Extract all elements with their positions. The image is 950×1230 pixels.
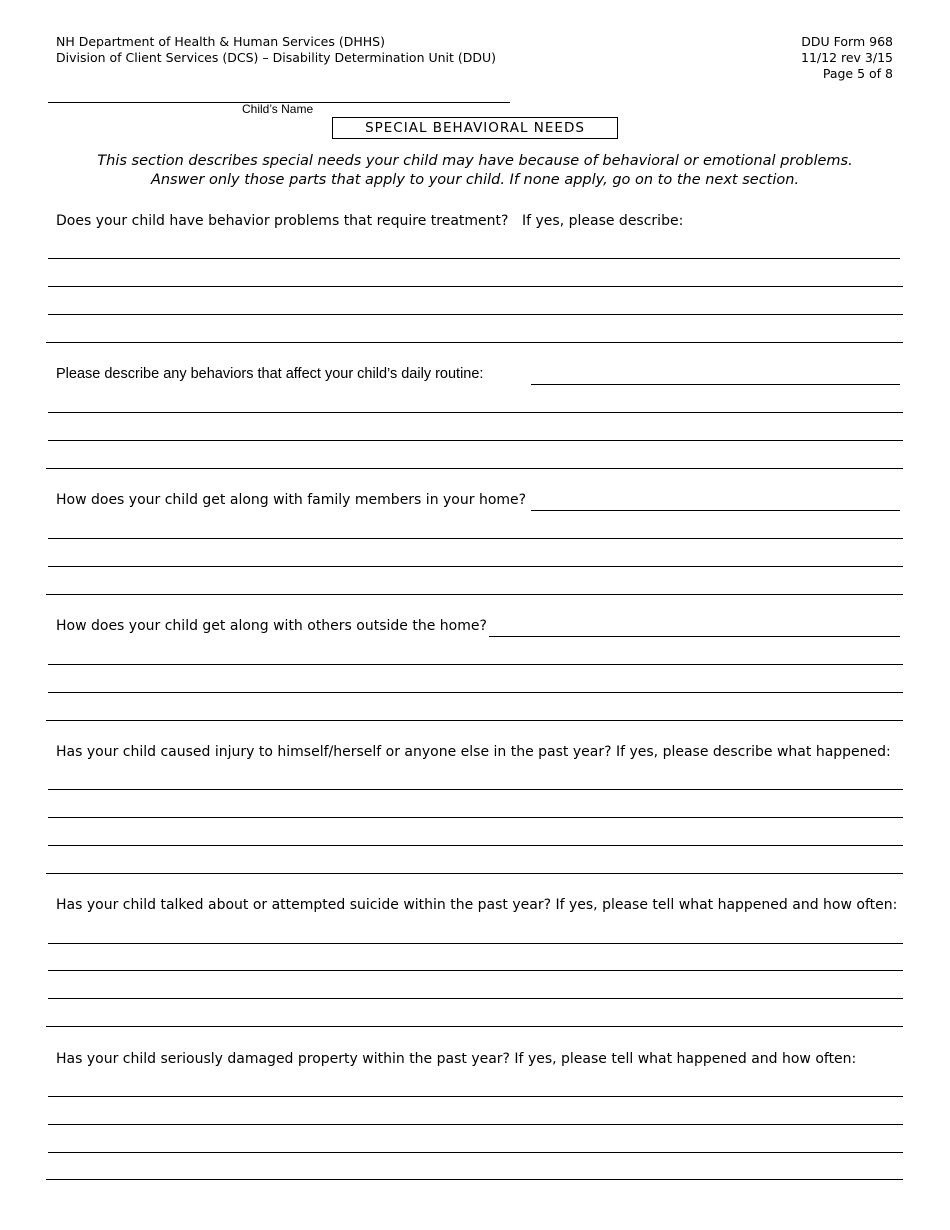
page-number: Page 5 of 8 <box>822 66 893 81</box>
section-divider <box>46 720 903 721</box>
answer-line[interactable] <box>531 510 900 511</box>
form-revision: 11/12 rev 3/15 <box>801 50 893 65</box>
answer-line[interactable] <box>48 258 900 259</box>
question-others-outside: How does your child get along with others outside the home? <box>56 618 487 634</box>
question-property-damage: Has your child seriously damaged property within the past year? If yes, please tell what happened and how often: <box>56 1051 857 1067</box>
question-behavior-describe: If yes, please describe: <box>522 213 684 229</box>
answer-line[interactable] <box>48 998 903 999</box>
answer-line[interactable] <box>48 412 903 413</box>
answer-line[interactable] <box>531 384 900 385</box>
agency-name: NH Department of Health & Human Services (DHHS) <box>56 34 385 49</box>
intro-line-2: Answer only those parts that apply to your child. If none apply, go on to the next section. <box>150 172 800 188</box>
intro-line-1: This section describes special needs your child may have because of behavioral or emotional problems. <box>97 153 853 169</box>
section-divider <box>46 342 903 343</box>
answer-line[interactable] <box>48 440 903 441</box>
answer-line[interactable] <box>48 664 903 665</box>
form-info <box>801 34 893 82</box>
answer-line[interactable] <box>48 566 903 567</box>
childs-name-label: Child’s Name <box>242 102 314 116</box>
answer-line[interactable] <box>48 538 903 539</box>
section-title: SPECIAL BEHAVIORAL NEEDS <box>332 117 618 139</box>
answer-line[interactable] <box>48 817 903 818</box>
answer-line[interactable] <box>489 636 900 637</box>
answer-line[interactable] <box>48 692 903 693</box>
agency-header <box>56 34 496 66</box>
answer-line[interactable] <box>48 1096 903 1097</box>
question-family-members: How does your child get along with family members in your home? <box>56 492 527 508</box>
answer-line[interactable] <box>48 970 903 971</box>
answer-line[interactable] <box>48 1124 903 1125</box>
answer-line[interactable] <box>48 1152 903 1153</box>
section-divider <box>46 594 903 595</box>
answer-line[interactable] <box>48 845 903 846</box>
section-divider <box>46 468 903 469</box>
form-number: DDU Form 968 <box>801 34 893 49</box>
answer-line[interactable] <box>48 286 903 287</box>
question-behavior-treatment: Does your child have behavior problems that require treatment? <box>56 213 509 229</box>
answer-line[interactable] <box>48 789 903 790</box>
answer-line[interactable] <box>48 314 903 315</box>
question-daily-routine: Please describe any behaviors that affect your child’s daily routine: <box>56 366 484 382</box>
division-name: Division of Client Services (DCS) – Disability Determination Unit (DDU) <box>56 50 497 65</box>
answer-line[interactable] <box>48 943 903 944</box>
section-divider <box>46 1179 903 1180</box>
section-divider <box>46 873 903 874</box>
section-divider <box>46 1026 903 1027</box>
question-suicide: Has your child talked about or attempted suicide within the past year? If yes, please tell what happened and how often: <box>56 897 898 913</box>
question-injury: Has your child caused injury to himself/herself or anyone else in the past year? If yes, please describe what happened: <box>56 744 891 760</box>
